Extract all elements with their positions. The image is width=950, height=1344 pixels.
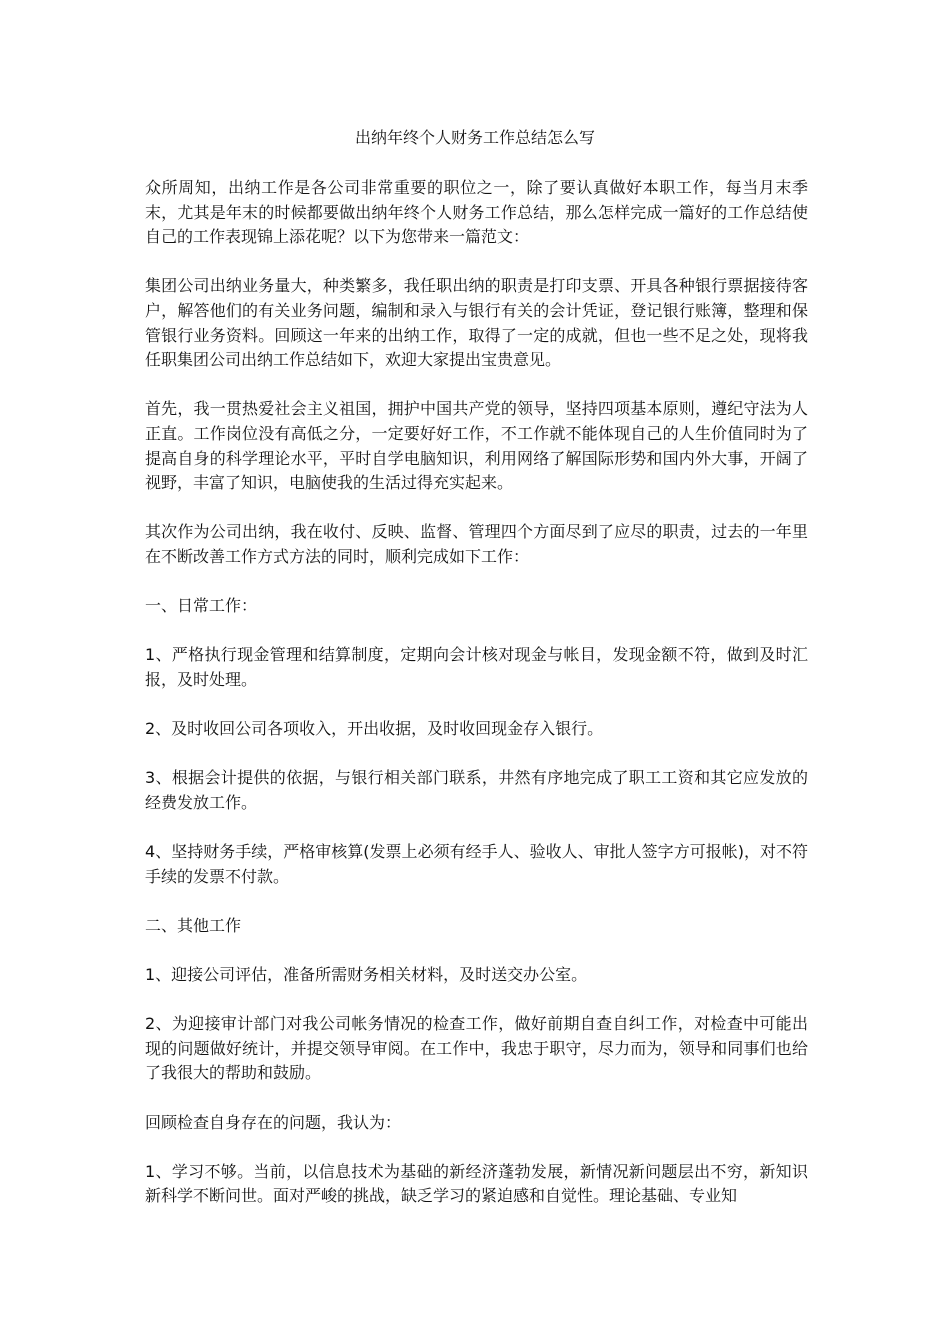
paragraph-duties: 集团公司出纳业务量大，种类繁多，我任职出纳的职责是打印支票、开具各种银行票据接待客户，解答他们的有关业务问题，编制和录入与银行有关的会计凭证，登记银行账簿，整理和保管银行业务资料。回顾这一年来的出纳工作，取得了一定的成就，但也一些不足之处，现将我任职集团公司出纳工作总结如下，欢迎大家提出宝贵意见。 [145, 276, 808, 370]
list-item: 3、根据会计提供的依据，与银行相关部门联系，井然有序地完成了职工工资和其它应发放的经费发放工作。 [145, 768, 808, 812]
document-body [145, 176, 808, 1234]
list-item: 4、坚持财务手续，严格审核算(发票上必须有经手人、验收人、审批人签字方可报帐)，对不符手续的发票不付款。 [145, 842, 808, 886]
paragraph-second: 其次作为公司出纳，我在收付、反映、监督、管理四个方面尽到了应尽的职责，过去的一年里在不断改善工作方式方法的同时，顺利完成如下工作： [145, 522, 808, 566]
list-item: 1、迎接公司评估，准备所需财务相关材料，及时送交办公室。 [145, 965, 588, 984]
paragraph-intro: 众所周知，出纳工作是各公司非常重要的职位之一，除了要认真做好本职工作，每当月末季末，尤其是年末的时候都要做出纳年终个人财务工作总结，那么怎样完成一篇好的工作总结使自己的工作表现锦上添花呢？以下为您带来一篇范文： [145, 178, 808, 247]
list-item: 1、严格执行现金管理和结算制度，定期向会计核对现金与帐目，发现金额不符，做到及时汇报，及时处理。 [145, 645, 808, 689]
list-item: 1、学习不够。当前，以信息技术为基础的新经济蓬勃发展，新情况新问题层出不穷，新知识新科学不断问世。面对严峻的挑战，缺乏学习的紧迫感和自觉性。理论基础、专业知 [145, 1161, 808, 1206]
document-title: 出纳年终个人财务工作总结怎么写 [354, 128, 595, 147]
paragraph-review: 回顾检查自身存在的问题，我认为： [145, 1112, 402, 1132]
list-item: 2、及时收回公司各项收入，开出收据，及时收回现金存入银行。 [145, 719, 604, 739]
paragraph-first: 首先，我一贯热爱社会主义祖国，拥护中国共产党的领导，坚持四项基本原则，遵纪守法为人正直。工作岗位没有高低之分，一定要好好工作，不工作就不能体现自己的人生价值同时为了提高自身的科学理论水平，平时自学电脑知识，利用网络了解国际形势和国内外大事，开阔了视野，丰富了知识，电脑使我的生活过得充实起来。 [145, 399, 808, 493]
section-heading-daily-work: 一、日常工作： [145, 596, 258, 616]
section-heading-other-work: 二、其他工作 [145, 915, 242, 935]
list-item: 2、为迎接审计部门对我公司帐务情况的检查工作，做好前期自查自纠工作，对检查中可能出现的问题做好统计，并提交领导审阅。在工作中，我忠于职守，尽力而为，领导和同事们也给了我很大的帮助和鼓励。 [145, 1014, 808, 1083]
